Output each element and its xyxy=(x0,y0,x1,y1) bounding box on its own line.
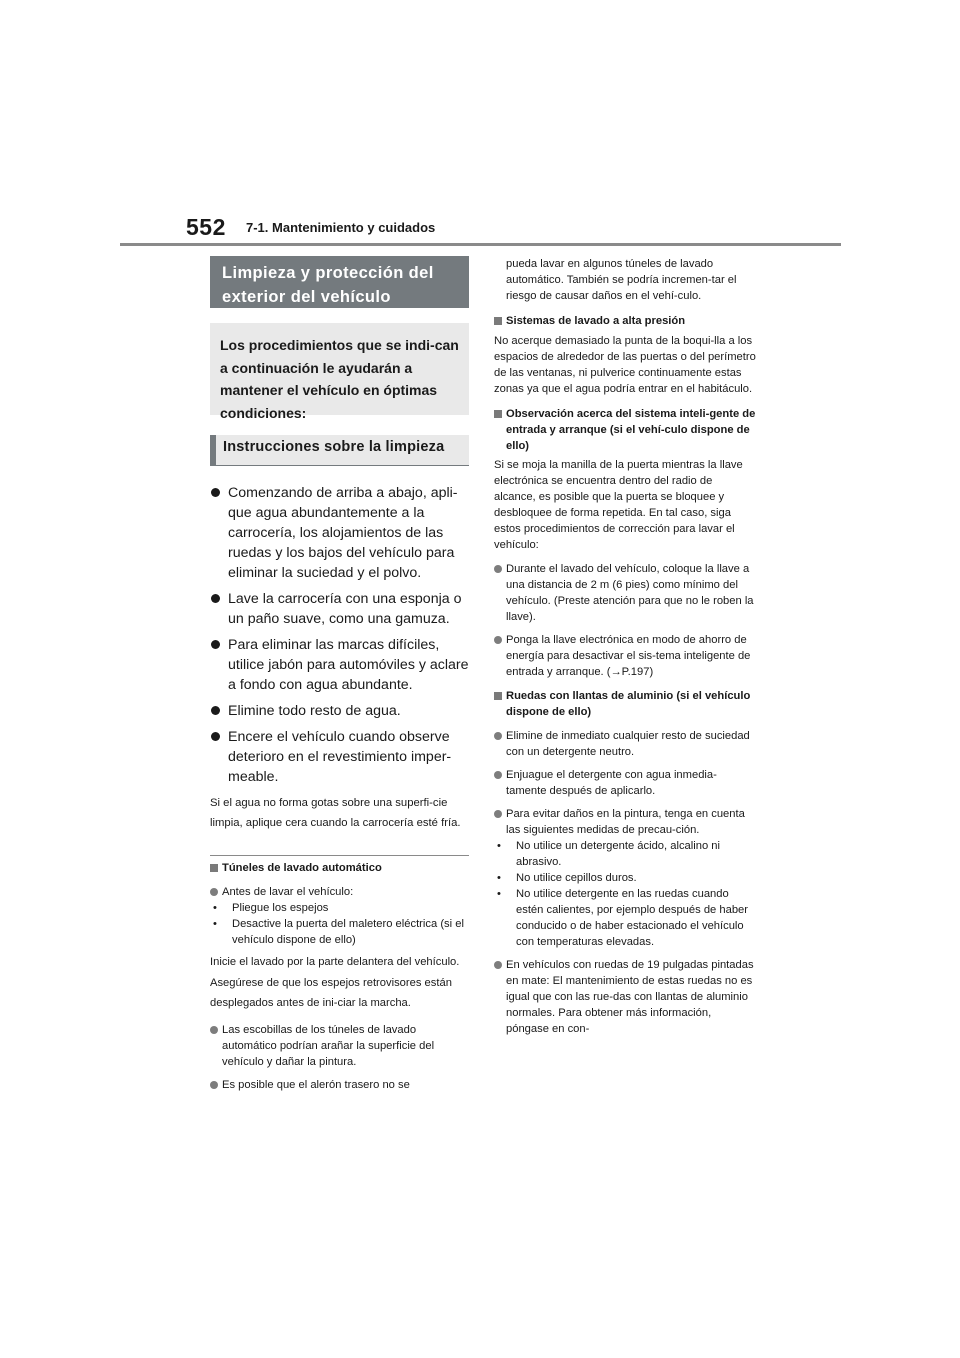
list-item: En vehículos con ruedas de 19 pulgadas pintadas en mate: El mantenimiento de estas ruedas no es igual que con las rue-das con llantas de aluminio normales. Para obtener más información, póngase en con- xyxy=(494,957,756,1037)
list-item: Ponga la llave electrónica en modo de ahorro de energía para desactivar el sis-tema inteligente de entrada y arranque. (→P.197) xyxy=(494,632,756,680)
list-item: Elimine todo resto de agua. xyxy=(210,701,469,721)
list-item: Es posible que el alerón trasero no se xyxy=(210,1077,469,1093)
cleaning-instructions-heading: Instrucciones sobre la limpieza xyxy=(210,435,469,466)
list-item: Encere el vehículo cuando observe deterioro en el revestimiento imper-meable. xyxy=(210,727,469,787)
section-title: 7-1. Mantenimiento y cuidados xyxy=(246,220,436,235)
aluminum-wheels-heading: Ruedas con llantas de aluminio (si el vehículo dispone de ello) xyxy=(494,688,756,720)
header-rule xyxy=(120,243,841,246)
list-item: • No utilice un detergente ácido, alcalino ni abrasivo. xyxy=(494,838,756,870)
intro-box: Los procedimientos que se indi-can a continuación le ayudarán a mantener el vehículo en óptimas condiciones: xyxy=(210,323,469,415)
right-column xyxy=(494,256,756,1037)
list-item: • No utilice detergente en las ruedas cuando estén calientes, por ejemplo después de haber conducido o de haber estacionado el vehículo con temperaturas elevadas. xyxy=(494,886,756,950)
list-item: • No utilice cepillos duros. xyxy=(494,870,756,886)
list-item: Antes de lavar el vehículo: xyxy=(210,884,469,900)
high-pressure-heading: Sistemas de lavado a alta presión xyxy=(494,313,756,329)
list-item: Las escobillas de los túneles de lavado automático podrían arañar la superficie del vehículo y dañar la pintura. xyxy=(210,1022,469,1070)
chapter-title: Limpieza y protección del exterior del vehículo xyxy=(210,256,469,308)
list-item: • Desactive la puerta del maletero eléctrica (si el vehículo dispone de ello) xyxy=(210,916,469,948)
smart-key-text: Si se moja la manilla de la puerta mientras la llave electrónica se encuentra dentro del radio de alcance, es posible que la puerta se bloquee y desbloquee de forma repetida. En tal caso, siga estos procedimientos de corrección para lavar el vehículo: xyxy=(494,459,743,551)
list-item: Comenzando de arriba a abajo, apli-que agua abundantemente a la carrocería, los alojamientos de las ruedas y los bajos del vehículo para eliminar la suciedad y el polvo. xyxy=(210,483,469,583)
car-wash-tunnel-heading: Túneles de lavado automático xyxy=(210,860,469,876)
tunnel-instructions: Inicie el lavado por la parte delantera del vehículo. Asegúrese de que los espejos retrovisores están desplegados antes de ini-ciar la marcha. xyxy=(210,956,460,1009)
smart-key-heading: Observación acerca del sistema inteli-gente de entrada y arranque (si el vehí-culo dispone de ello) xyxy=(494,406,756,454)
wax-note: Si el agua no forma gotas sobre una superfi-cie limpia, aplique cera cuando la carrocería esté fría. xyxy=(210,797,461,829)
left-column xyxy=(210,256,469,1093)
section-divider xyxy=(210,855,469,856)
page-number: 552 xyxy=(186,214,226,240)
cleaning-steps-list xyxy=(210,483,469,787)
list-item: Elimine de inmediato cualquier resto de suciedad con un detergente neutro. xyxy=(494,728,756,760)
list-item: Enjuague el detergente con agua inmedia-tamente después de aplicarlo. xyxy=(494,767,756,799)
list-item: • Pliegue los espejos xyxy=(210,900,469,916)
list-item: Lave la carrocería con una esponja o un paño suave, como una gamuza. xyxy=(210,589,469,629)
list-item: Durante el lavado del vehículo, coloque la llave a una distancia de 2 m (6 pies) como mínimo del vehículo. (Preste atención para que no le roben la llave). xyxy=(494,561,756,625)
tunnel-continuation: pueda lavar en algunos túneles de lavado automático. También se podría incremen-tar el riesgo de causar daños en el vehí-culo. xyxy=(506,258,737,302)
list-item: Para evitar daños en la pintura, tenga en cuenta las siguientes medidas de precau-ción. xyxy=(494,806,756,838)
list-item: Para eliminar las marcas difíciles, utilice jabón para automóviles y aclare a fondo con agua abundante. xyxy=(210,635,469,695)
high-pressure-text: No acerque demasiado la punta de la boqui-lla a los espacios de alrededor de las puertas o del perímetro de las ventanas, ni pulverice continuamente estas zonas ya que el agua podría entrar en el habitáculo. xyxy=(494,335,756,395)
